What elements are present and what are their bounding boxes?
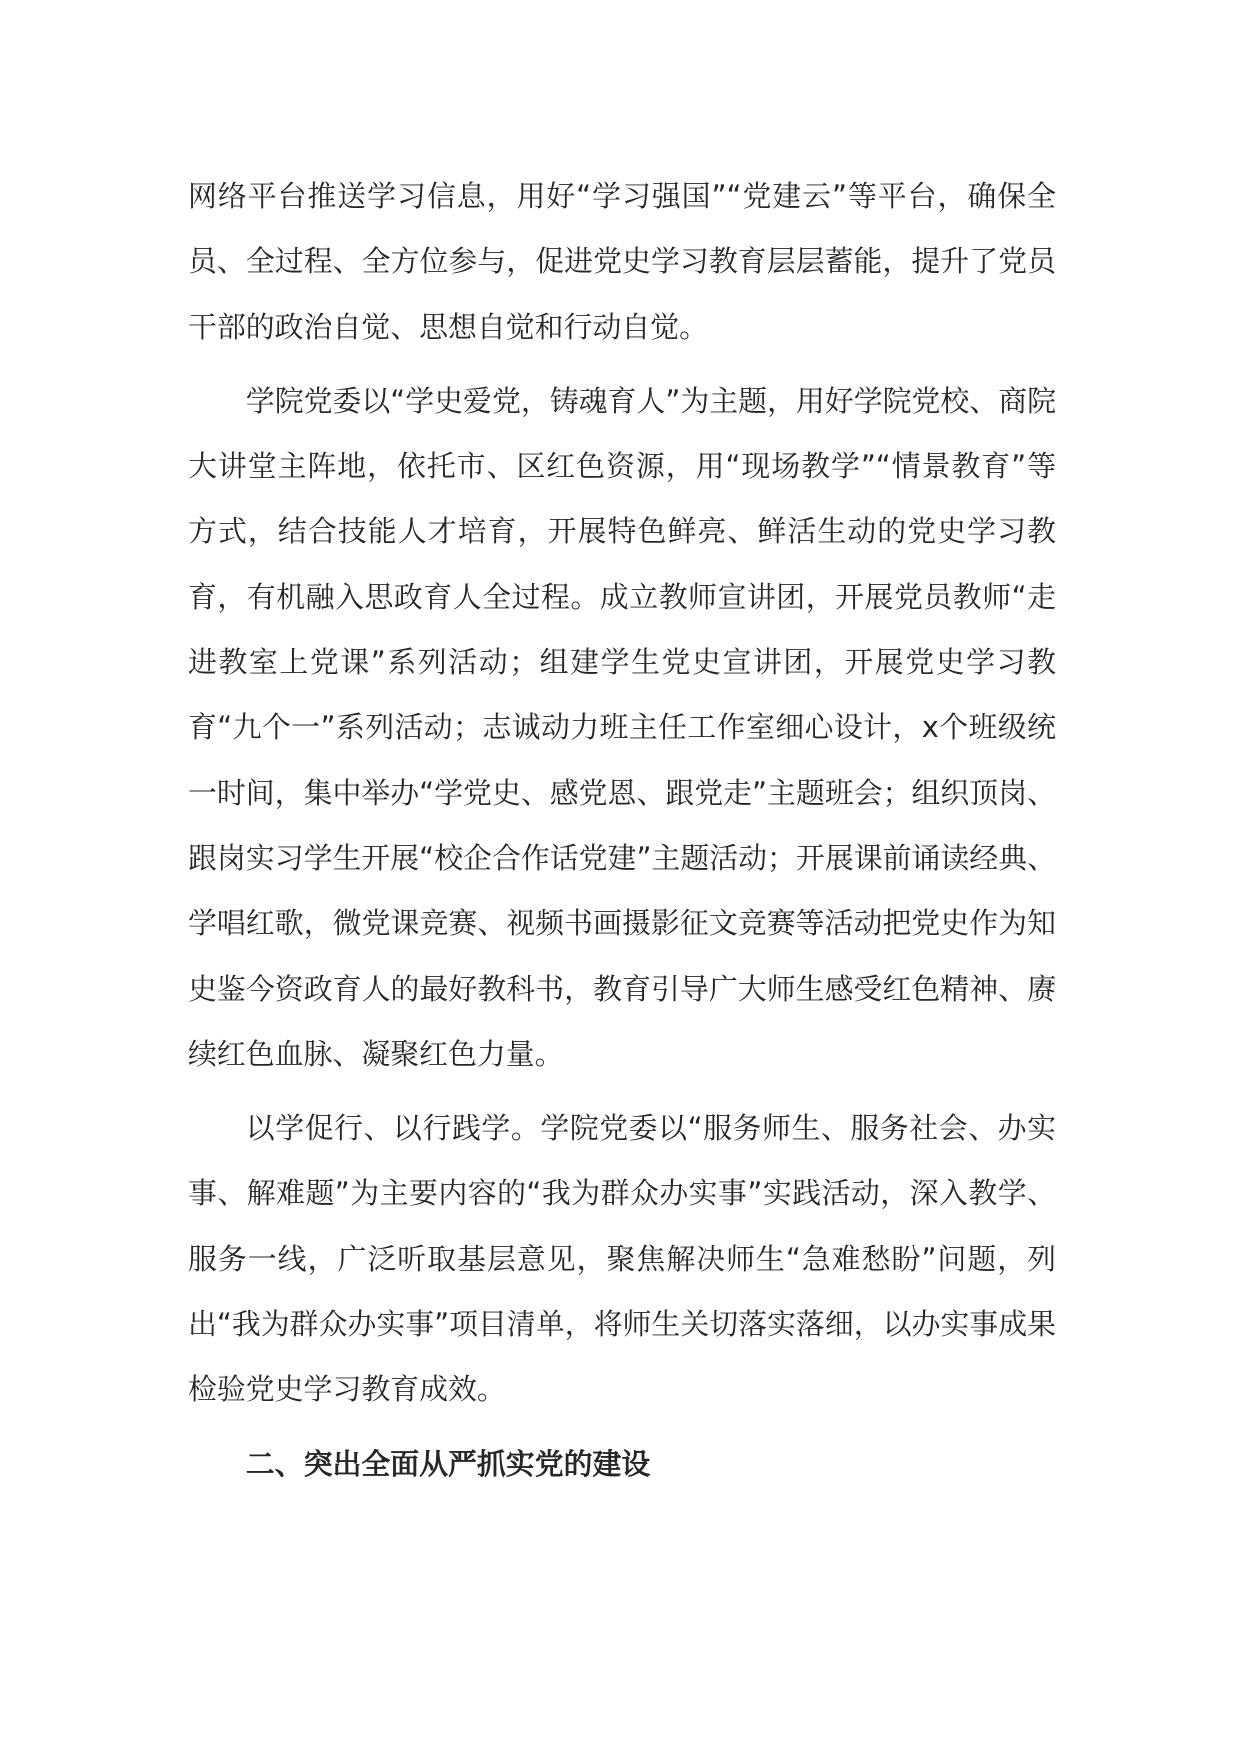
paragraph-party-history-theme: 学院党委以“学史爱党，铸魂育人”为主题，用好学院党校、商院大讲堂主阵地，依托市、区红色资源，用“现场教学”“情景教育”等方式，结合技能人才培育，开展特色鲜亮、鲜活生动的党史学习教育，有机融入思政育人全过程。成立教师宣讲团，开展党员教师“走进教室上党课”系列活动；组建学生党史宣讲团，开展党史学习教育“九个一”系列活动；志诚动力班主任工作室细心设计，x个班级统一时间，集中举办“学党史、感党恩、跟党走”主题班会；组织顶岗、跟岗实习学生开展“校企合作话党建”主题活动；开展课前诵读经典、学唱红歌，微党课竞赛、视频书画摄影征文竞赛等活动把党史作为知史鉴今资政育人的最好教科书，教育引导广大师生感受红色精神、赓续红色血脉、凝聚红色力量。: [188, 383, 1056, 1071]
section-heading: 二、突出全面从严抓实党的建设: [245, 1446, 651, 1481]
paragraph-continuation: 网络平台推送学习信息，用好“学习强国”“党建云”等平台，确保全员、全过程、全方位参与，促进党史学习教育层层蓄能，提升了党员干部的政治自觉、思想自觉和行动自觉。: [188, 179, 1056, 344]
paragraph-practice-activities: 以学促行、以行践学。学院党委以“服务师生、服务社会、办实事、解难题”为主要内容的“我为群众办实事”实践活动，深入教学、服务一线，广泛听取基层意见，聚焦解决师生“急难愁盼”问题，列出“我为群众办实事”项目清单，将师生关切落实落细，以办实事成果检验党史学习教育成效。: [188, 1111, 1056, 1407]
document-body: [188, 164, 1056, 1497]
